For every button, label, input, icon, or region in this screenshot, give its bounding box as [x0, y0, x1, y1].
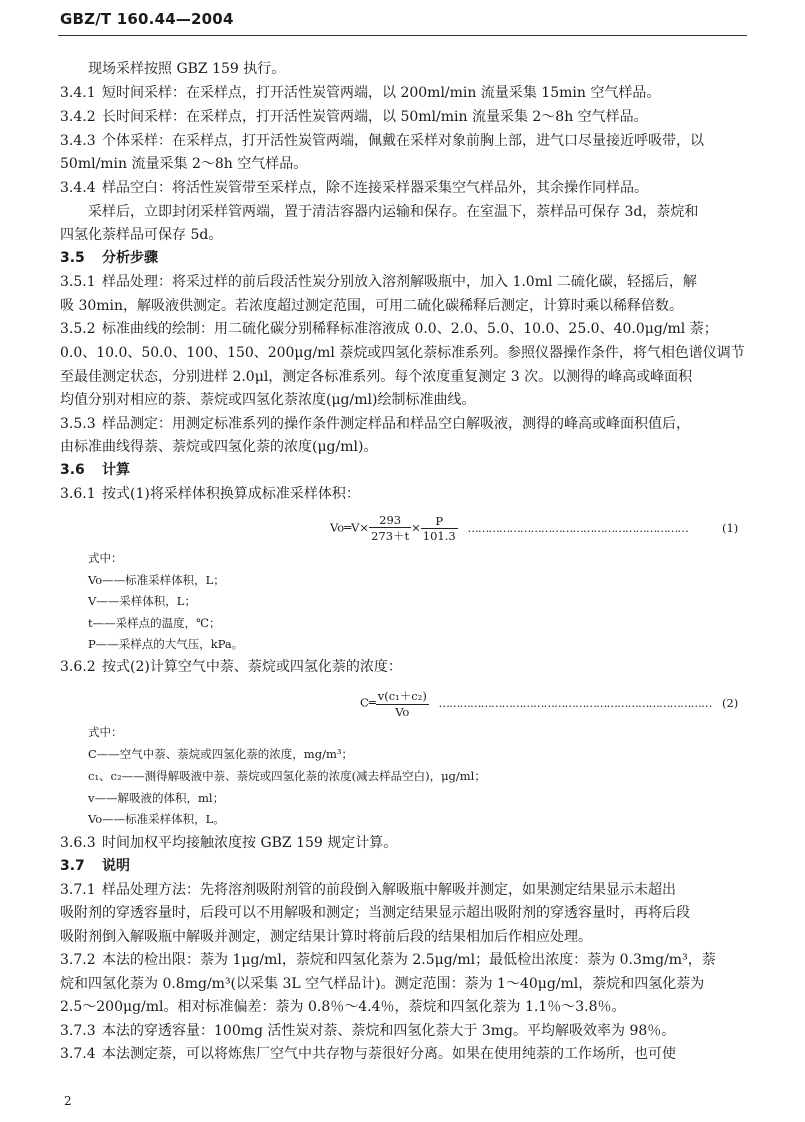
clause-text: 样品测定：用测定标准系列的操作条件测定样品和样品空白解吸液，测得的峰高或峰面积值后，: [102, 416, 690, 432]
clause-number: 3.6.1: [60, 486, 96, 502]
equals-sign: ═: [344, 520, 352, 535]
fraction-denominator: 273＋t: [371, 529, 410, 543]
clause-3-4-1: [60, 82, 660, 104]
fraction-temperature: [369, 513, 411, 544]
where-item: t——采样点的温度，℃；: [88, 616, 221, 630]
clause-3-7-4: [60, 1043, 676, 1065]
section-number: 3.5: [60, 250, 85, 266]
where-item: v——解吸液的体积，ml；: [88, 791, 225, 805]
equation-2: [360, 688, 711, 719]
clause-3-6-1: [60, 483, 360, 505]
section-heading-3-5: [60, 247, 158, 269]
clause-3-7-2: [60, 949, 716, 971]
section-number: 3.6: [60, 462, 85, 478]
section-number: 3.7: [60, 858, 85, 874]
paragraph-intro: 现场采样按照 GBZ 159 执行。: [88, 61, 286, 77]
fraction-denominator: 101.3: [422, 529, 456, 543]
leader-dots: ………………………………………………………: [467, 520, 688, 535]
where-item: V——采样体积，L；: [88, 594, 196, 608]
clause-number: 3.6.3: [60, 835, 96, 851]
eq1-lhs: Vo: [330, 520, 345, 535]
clause-number: 3.5.3: [60, 416, 96, 432]
clause-text: 本法的穿透容量：100mg 活性炭对萘、萘烷和四氢化萘大于 3mg。平均解吸效率为 98％。: [102, 1023, 676, 1039]
clause-text: 短时间采样：在采样点，打开活性炭管两端，以 200ml/min 流量采集 15min 空气样品。: [102, 85, 661, 101]
eq2-lhs: C: [360, 695, 369, 710]
clause-text-line: 2.5～200μg/ml。相对标准偏差：萘为 0.8％～4.4％，萘烷和四氢化萘为 1.1％～3.8％。: [60, 999, 626, 1015]
where-item: Vo——标准采样体积，L。: [88, 812, 225, 826]
header-rule: [58, 35, 747, 36]
clause-text-line: 烷和四氢化萘为 0.8mg/m³(以采集 3L 空气样品计)。测定范围：萘为 1～40μg/ml，萘烷和四氢化萘为: [60, 976, 705, 992]
clause-text-line: 50ml/min 流量采集 2～8h 空气样品。: [60, 156, 308, 172]
clause-text-line: 至最佳测定状态，分别进样 2.0μl，测定各标准系列。每个浓度重复测定 3 次。以测得的峰高或峰面积: [60, 369, 693, 385]
clause-text: 个体采样：在采样点，打开活性炭管两端，佩戴在采样对象前胸上部，进气口尽量接近呼吸带，以: [102, 133, 704, 149]
clause-text-line: 吸 30min，解吸液供测定。若浓度超过测定范围，可用二硫化碳稀释后测定，计算时乘以稀释倍数。: [60, 298, 684, 314]
equation-1: [330, 513, 688, 544]
where-heading: 式中：: [88, 551, 123, 565]
clause-number: 3.7.2: [60, 952, 96, 968]
where-heading: 式中：: [88, 725, 123, 739]
clause-number: 3.7.4: [60, 1046, 96, 1062]
where-item: P——采样点的大气压，kPa。: [88, 637, 244, 651]
clause-text: 样品空白：将活性炭管带至采样点，除不连接采样器采集空气样品外，其余操作同样品。: [102, 180, 648, 196]
fraction-numerator: 293: [369, 513, 411, 528]
clause-number: 3.4.2: [60, 109, 96, 125]
paragraph-storage: 采样后，立即封闭采样管两端，置于清洁容器内运输和保存。在室温下，萘样品可保存 3d，萘烷和: [88, 204, 699, 220]
equals-sign: ═: [368, 695, 376, 710]
clause-text: 样品处理方法：先将溶剂吸附剂管的前段倒入解吸瓶中解吸并测定，如果测定结果显示未超出: [102, 882, 676, 898]
fraction-numerator: v(c₁＋c₂): [377, 689, 427, 703]
clause-text: 样品处理：将采过样的前后段活性炭分别放入溶剂解吸瓶中，加入 1.0ml 二硫化碳，轻摇后，解: [102, 274, 697, 290]
where-item: Vo——标准采样体积，L；: [88, 573, 225, 587]
section-title: 说明: [102, 858, 130, 874]
document-header: GBZ/T 160.44—2004: [60, 10, 234, 28]
clause-text: 时间加权平均接触浓度按 GBZ 159 规定计算。: [102, 835, 398, 851]
clause-text-line: 由标准曲线得萘、萘烷或四氢化萘的浓度(μg/ml)。: [60, 439, 378, 455]
clause-text: 标准曲线的绘制：用二硫化碳分别稀释标准溶液成 0.0、2.0、5.0、10.0、25.0、40.0μg/ml 萘；: [102, 321, 718, 337]
equation-number-2: (2): [722, 696, 739, 710]
clause-text: 长时间采样：在采样点，打开活性炭管两端，以 50ml/min 流量采集 2～8h 空气样品。: [102, 109, 648, 125]
clause-text-line: 吸附剂的穿透容量时，后段可以不用解吸和测定；当测定结果显示超出吸附剂的穿透容量时，再将后段: [60, 905, 690, 921]
clause-text: 本法测定萘，可以将炼焦厂空气中共存物与萘很好分离。如果在使用纯萘的工作场所，也可使: [102, 1046, 676, 1062]
paragraph-line: 四氢化萘样品可保存 5d。: [60, 227, 223, 243]
clause-3-6-2: [60, 656, 402, 678]
clause-text: 按式(1)将采样体积换算成标准采样体积：: [102, 486, 360, 502]
clause-3-5-3: [60, 413, 690, 435]
clause-number: 3.6.2: [60, 659, 96, 675]
section-heading-3-6: [60, 459, 130, 481]
clause-number: 3.5.1: [60, 274, 96, 290]
section-title: 分析步骤: [102, 250, 158, 266]
equation-number-1: (1): [722, 521, 739, 535]
clause-text-line: 0.0、10.0、50.0、100、150、200μg/ml 萘烷或四氢化萘标准系列。参照仪器操作条件，将气相色谱仪调节: [60, 345, 745, 361]
fraction-numerator: P: [421, 514, 458, 529]
clause-text-line: 均值分别对相应的萘、萘烷或四氢化萘浓度(μg/ml)绘制标准曲线。: [60, 392, 476, 408]
clause-3-6-3: [60, 832, 397, 854]
clause-3-7-1: [60, 879, 676, 901]
fraction-pressure: [421, 514, 458, 543]
eq1-mid: V×: [351, 520, 370, 535]
clause-number: 3.5.2: [60, 321, 96, 337]
where-item: C——空气中萘、萘烷或四氢化萘的浓度，mg/m³；: [88, 747, 353, 761]
where-item: c₁、c₂——测得解吸液中萘、萘烷或四氢化萘的浓度(减去样品空白)，μg/ml；: [88, 769, 486, 783]
clause-number: 3.4.4: [60, 180, 96, 196]
fraction-denominator: Vo: [395, 705, 410, 719]
leader-dots: ……………………………………………………………………: [438, 695, 712, 710]
clause-number: 3.7.3: [60, 1023, 96, 1039]
section-title: 计算: [102, 462, 130, 478]
clause-text: 按式(2)计算空气中萘、萘烷或四氢化萘的浓度：: [102, 659, 402, 675]
clause-text-line: 吸附剂倒入解吸瓶中解吸并测定，测定结果计算时将前后段的结果相加后作相应处理。: [60, 929, 592, 945]
clause-3-7-3: [60, 1020, 675, 1042]
clause-text: 本法的检出限：萘为 1μg/ml，萘烷和四氢化萘为 2.5μg/ml；最低检出浓度：萘为 0.3mg/m³，萘: [102, 952, 716, 968]
clause-number: 3.4.3: [60, 133, 96, 149]
fraction-concentration: [376, 688, 429, 719]
section-heading-3-7: [60, 855, 130, 877]
clause-number: 3.4.1: [60, 85, 96, 101]
page-number: 2: [64, 1094, 72, 1108]
clause-3-4-4: [60, 177, 648, 199]
clause-3-5-2: [60, 318, 718, 340]
clause-3-4-2: [60, 106, 648, 128]
clause-3-5-1: [60, 271, 697, 293]
clause-number: 3.7.1: [60, 882, 96, 898]
clause-3-4-3: [60, 130, 704, 152]
times-sign: ×: [411, 520, 421, 535]
